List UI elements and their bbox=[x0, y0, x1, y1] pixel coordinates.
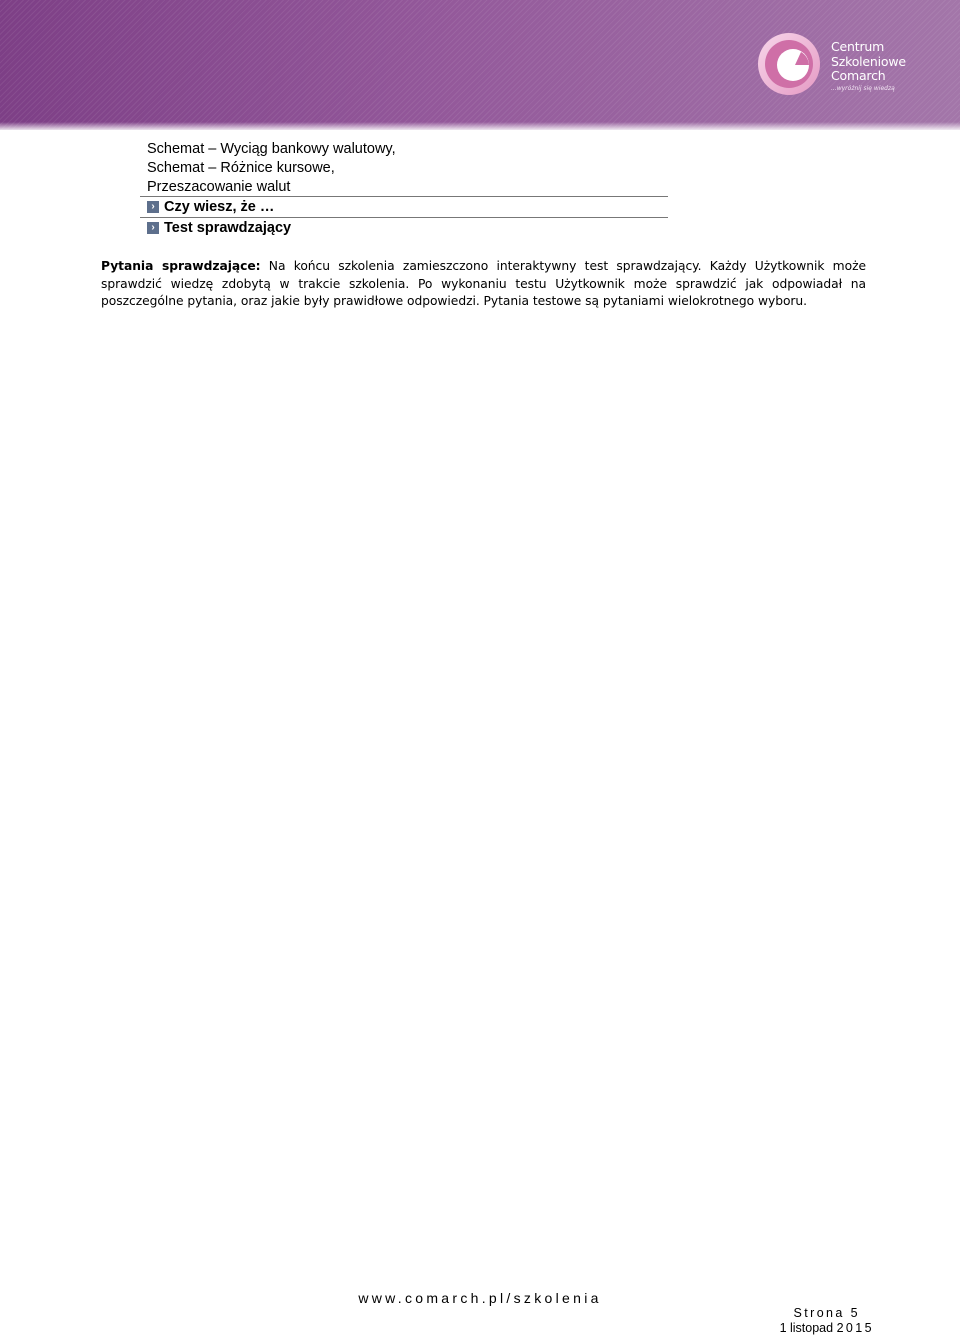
link-item[interactable]: Przeszacowanie walut bbox=[147, 179, 291, 195]
footer-date bbox=[780, 1321, 874, 1335]
toc-item-czy-wiesz[interactable] bbox=[140, 196, 668, 217]
toc-item-label: Test sprawdzający bbox=[164, 220, 292, 236]
arrow-right-icon: › bbox=[147, 222, 159, 234]
arrow-right-icon: › bbox=[147, 201, 159, 213]
logo-line-3: Comarch bbox=[831, 68, 886, 83]
paragraph-body: Na końcu szkolenia zamieszczono interaktywny test sprawdzający. Każdy Użytkownik może sprawdzić wiedzę zdobytą w trakcie szkolenia. Po wykonaniu testu Użytkownik może sprawdzić jak odpowiadał na poszczególne pytania, oraz jakie były prawidłowe odpowiedzi. Pytania testowe są pytaniami wielokrotnego wyboru. bbox=[101, 259, 866, 308]
header-banner bbox=[0, 0, 960, 130]
logo-line-2: Szkoleniowe bbox=[831, 53, 906, 69]
test-description-paragraph bbox=[101, 258, 866, 311]
toc-item-label: Czy wiesz, że … bbox=[164, 199, 275, 215]
logo-line-1: Centrum bbox=[831, 39, 885, 54]
date-day-month: 1 listopad bbox=[779, 1321, 834, 1335]
footer-url[interactable]: www.comarch.pl/szkolenia bbox=[358, 1290, 602, 1306]
logo-c-icon bbox=[755, 28, 827, 100]
schema-link-list bbox=[147, 140, 396, 197]
link-item[interactable]: Schemat – Wyciąg bankowy walutowy, bbox=[147, 141, 396, 157]
logo-text bbox=[831, 40, 906, 84]
page-number: Strona 5 bbox=[793, 1306, 860, 1320]
toc-list bbox=[140, 196, 668, 238]
link-item[interactable]: Schemat – Różnice kursowe, bbox=[147, 160, 335, 176]
company-logo[interactable] bbox=[755, 28, 935, 100]
paragraph-lead: Pytania sprawdzające: bbox=[101, 259, 261, 273]
date-year: 2015 bbox=[836, 1321, 874, 1335]
toc-item-test[interactable] bbox=[140, 217, 668, 238]
logo-tagline: ...wyróżnij się wiedzą bbox=[831, 85, 895, 92]
